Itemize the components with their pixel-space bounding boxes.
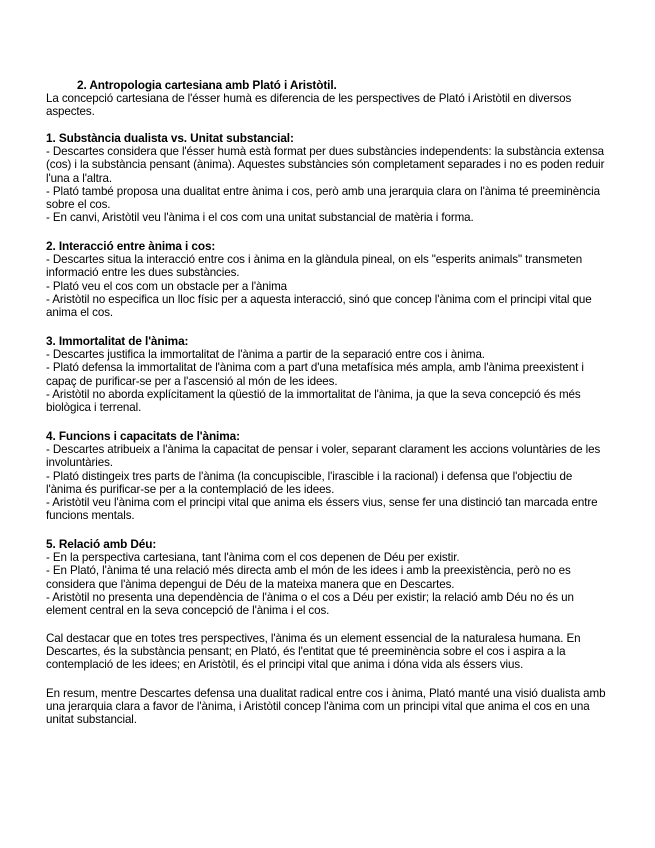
section-item: - Aristòtil veu l'ànima com el principi vital que anima els éssers vius, sense fer una distinció tan marcada entre funcions mentals. [46,496,598,523]
section-heading: 4. Funcions i capacitats de l'ànima: [46,429,240,443]
section-heading: 3. Immortalitat de l'ànima: [46,334,189,348]
section-item: - Plató distingeix tres parts de l'ànima (la concupiscible, l'irascible i la racional) i defensa que l'objectiu de l'ànima és purificar-se per a la contemplació de les idees. [46,469,573,496]
section-4 [46,430,611,522]
section-3 [46,335,611,414]
section-item: - Aristòtil no presenta una dependència de l'ànima o el cos a Déu per existir; la relació amb Déu no és un element central en la seva concepció de l'ànima i el cos. [46,590,574,618]
section-item: - Descartes situa la interacció entre cos i ànima en la glàndula pineal, on els "esperits animals" transmeten informació entre les dues substàncies. [46,253,583,280]
section-item: - Descartes justifica la immortalitat de l'ànima a partir de la separació entre cos i ànima. [46,348,485,362]
intro-paragraph: La concepció cartesiana de l'ésser humà es diferencia de les perspectives de Plató i Aristòtil en diversos aspectes. [46,92,572,119]
section-5 [46,538,611,617]
section-heading: 5. Relació amb Déu: [46,537,157,551]
section-item: - En Plató, l'ànima té una relació més directa amb el món de les idees i amb la preexistència, però no es considera que l'ànima depengui de Déu de la mateixa manera que en Descartes. [46,564,571,591]
section-item: - Aristòtil no especifica un lloc físic per a aquesta interacció, sinó que concep l'ànima com el principi vital que anima el cos. [46,292,592,320]
section-item: - En canvi, Aristòtil veu l'ànima i el cos com una unitat substancial de matèria i forma. [46,211,474,225]
section-item: - Descartes atribueix a l'ànima la capacitat de pensar i voler, separant clarament les accions voluntàries de les involuntàries. [46,443,601,470]
summary-paragraph: En resum, mentre Descartes defensa una dualitat radical entre cos i ànima, Plató manté una visió dualista amb una jerarquia clara a favor de l'ànima, i Aristòtil concep l'ànima com un principi vital que anima el cos en una unitat substancial. [46,687,606,727]
document-title: 2. Antropologia cartesiana amb Plató i Aristòtil. [77,78,337,92]
section-item: - En la perspectiva cartesiana, tant l'ànima com el cos depenen de Déu per existir. [46,551,460,565]
section-item: - Plató veu el cos com un obstacle per a l'ànima [46,279,288,293]
section-item: - Plató també proposa una dualitat entre ànima i cos, però amb una jerarquia clara on l'ànima té preeminència sobre el cos. [46,184,600,212]
section-1 [46,132,611,224]
section-item: - Plató defensa la immortalitat de l'ànima com a part d'una metafísica més ampla, amb l'ànima preexistent i capaç de purificar-se per a l'ascensió al món de les idees. [46,361,584,388]
section-2 [46,240,611,319]
section-heading: 1. Substància dualista vs. Unitat substancial: [46,131,294,145]
conclusion-paragraph: Cal destacar que en totes tres perspectives, l'ànima és un element essencial de la naturalesa humana. En Descartes, és la substància pensant; en Plató, és l'entitat que té preeminència sobre el cos i aspira a la contemplació de les idees; en Aristòtil, és el principi vital que anima i dóna vida als éssers vius. [46,632,581,672]
section-item: - Descartes considera que l'ésser humà està format per dues substàncies independents: la substància extensa (cos) i la substància pensant (ànima). Aquestes substàncies són completament separades i no es poden reduir l'una a l'altra. [46,145,605,185]
section-heading: 2. Interacció entre ànima i cos: [46,239,216,253]
section-item: - Aristòtil no aborda explícitament la qüestió de la immortalitat de l'ànima, ja que la seva concepció és més biològica i terrenal. [46,387,581,415]
